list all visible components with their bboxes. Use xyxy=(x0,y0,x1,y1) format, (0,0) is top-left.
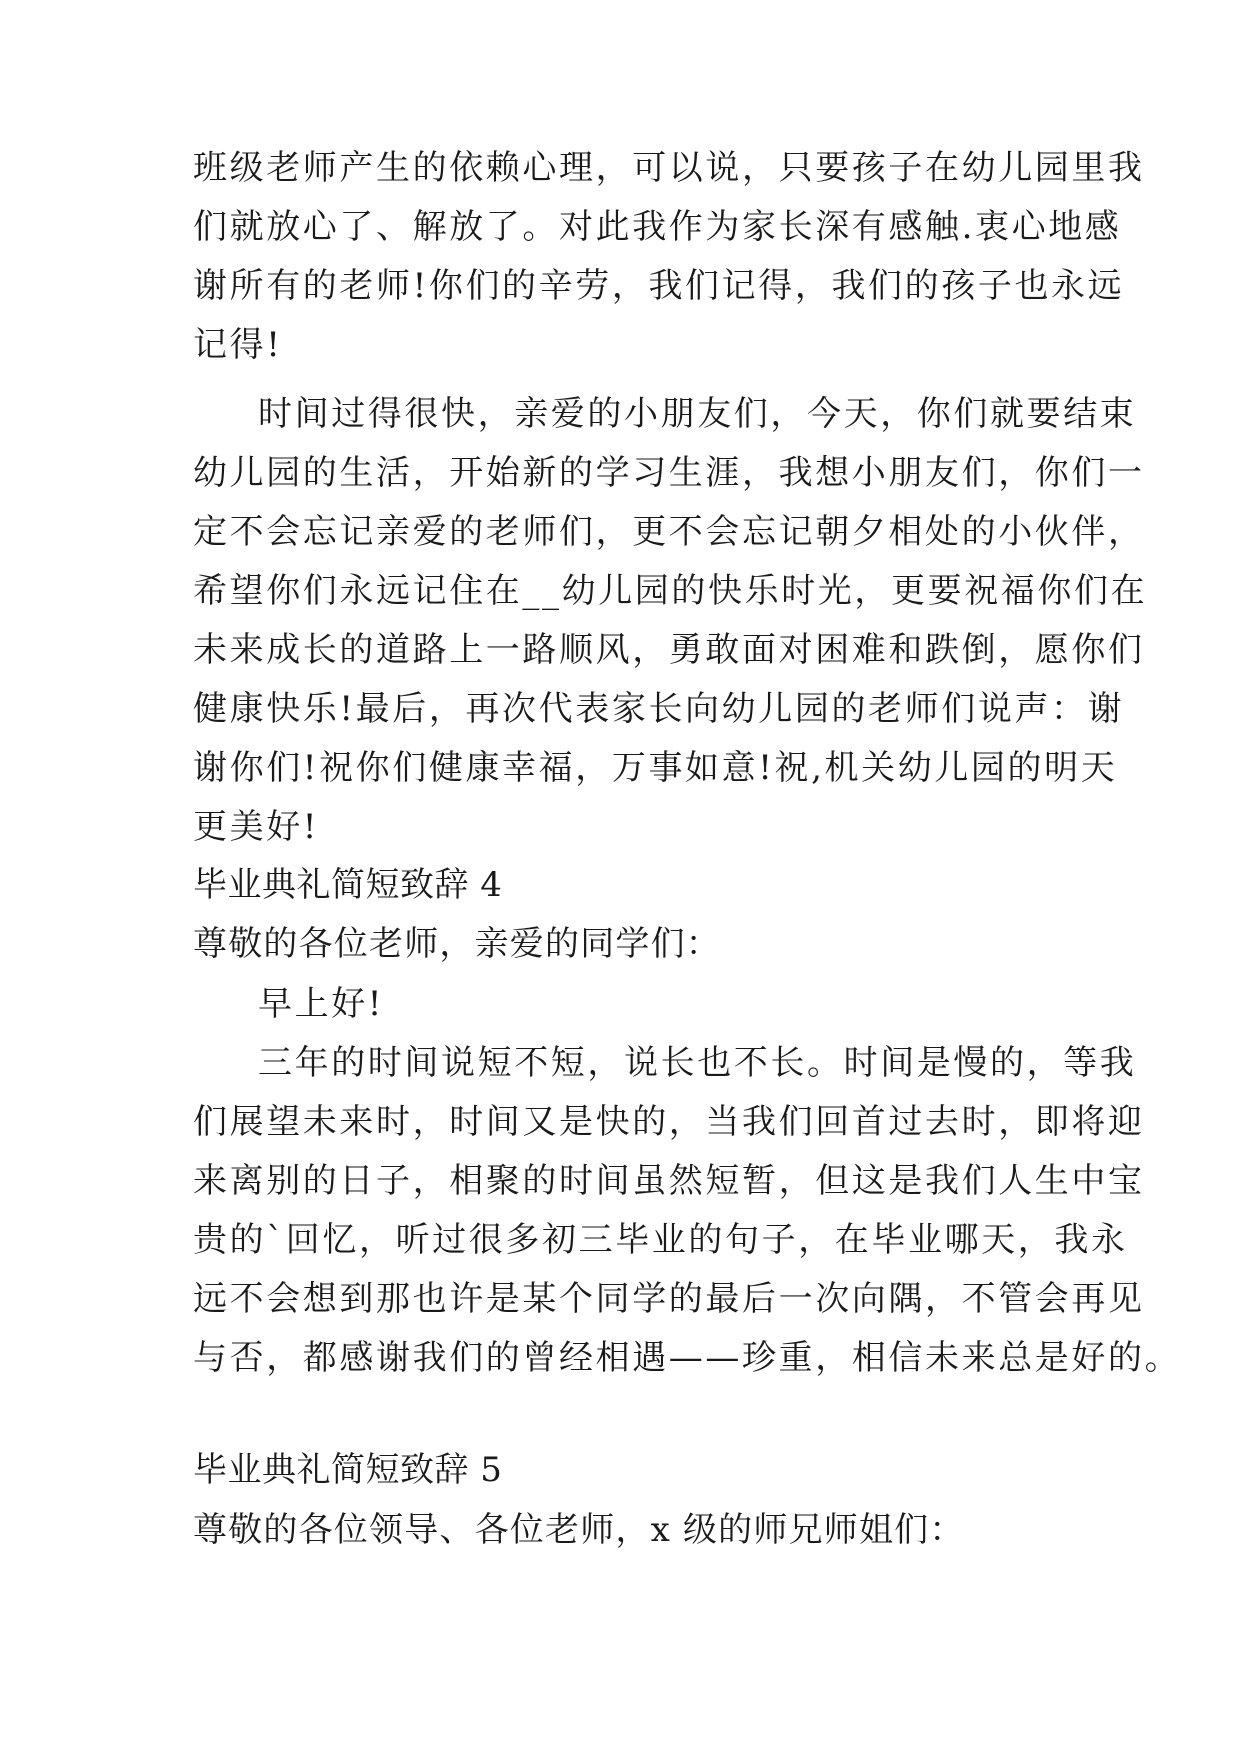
paragraph-line: 未来成长的道路上一路顺风，勇敢面对困难和跌倒，愿你们 xyxy=(193,630,1145,670)
paragraph-line: 们就放心了、解放了。对此我作为家长深有感触.衷心地感 xyxy=(193,207,1122,247)
paragraph-line: 班级老师产生的依赖心理，可以说，只要孩子在幼儿园里我 xyxy=(193,148,1145,188)
paragraph-line: 健康快乐!最后，再次代表家长向幼儿园的老师们说声：谢 xyxy=(193,689,1125,729)
paragraph-line: 希望你们永远记住在__幼儿园的快乐时光，更要祝福你们在 xyxy=(193,571,1148,611)
paragraph-line: 时间过得很快，亲爱的小朋友们，今天，你们就要结束 xyxy=(258,394,1137,434)
paragraph-line: 与否，都感谢我们的曾经相遇——珍重，相信未来总是好的。 xyxy=(193,1338,1182,1378)
paragraph-line: 贵的`回忆，听过很多初三毕业的句子，在毕业哪天，我永 xyxy=(193,1220,1128,1260)
paragraph-line: 谢所有的老师!你们的辛劳，我们记得，我们的孩子也永远 xyxy=(193,266,1125,306)
paragraph-line: 来离别的日子，相聚的时间虽然短暂，但这是我们人生中宝 xyxy=(193,1161,1145,1201)
paragraph-line: 记得! xyxy=(193,325,283,365)
paragraph-line: 们展望未来时，时间又是快的，当我们回首过去时，即将迎 xyxy=(193,1102,1145,1142)
paragraph-line: 远不会想到那也许是某个同学的最后一次向隅，不管会再见 xyxy=(193,1279,1145,1319)
paragraph-line: 更美好! xyxy=(193,807,320,847)
section-heading: 毕业典礼简短致辞 5 xyxy=(193,1450,503,1490)
section-heading: 毕业典礼简短致辞 4 xyxy=(193,865,503,905)
paragraph-line: 定不会忘记亲爱的老师们，更不会忘记朝夕相处的小伙伴， xyxy=(193,512,1145,552)
salutation-line: 尊敬的各位老师，亲爱的同学们： xyxy=(193,924,721,964)
paragraph-line: 谢你们!祝你们健康幸福，万事如意!祝,机关幼儿园的明天 xyxy=(193,748,1118,788)
paragraph-line: 幼儿园的生活，开始新的学习生涯，我想小朋友们，你们一 xyxy=(193,453,1145,493)
paragraph-line: 三年的时间说短不短，说长也不长。时间是慢的，等我 xyxy=(258,1043,1137,1083)
greeting-line: 早上好! xyxy=(258,984,385,1024)
salutation-line: 尊敬的各位领导、各位老师，x 级的师兄师姐们： xyxy=(193,1510,965,1550)
